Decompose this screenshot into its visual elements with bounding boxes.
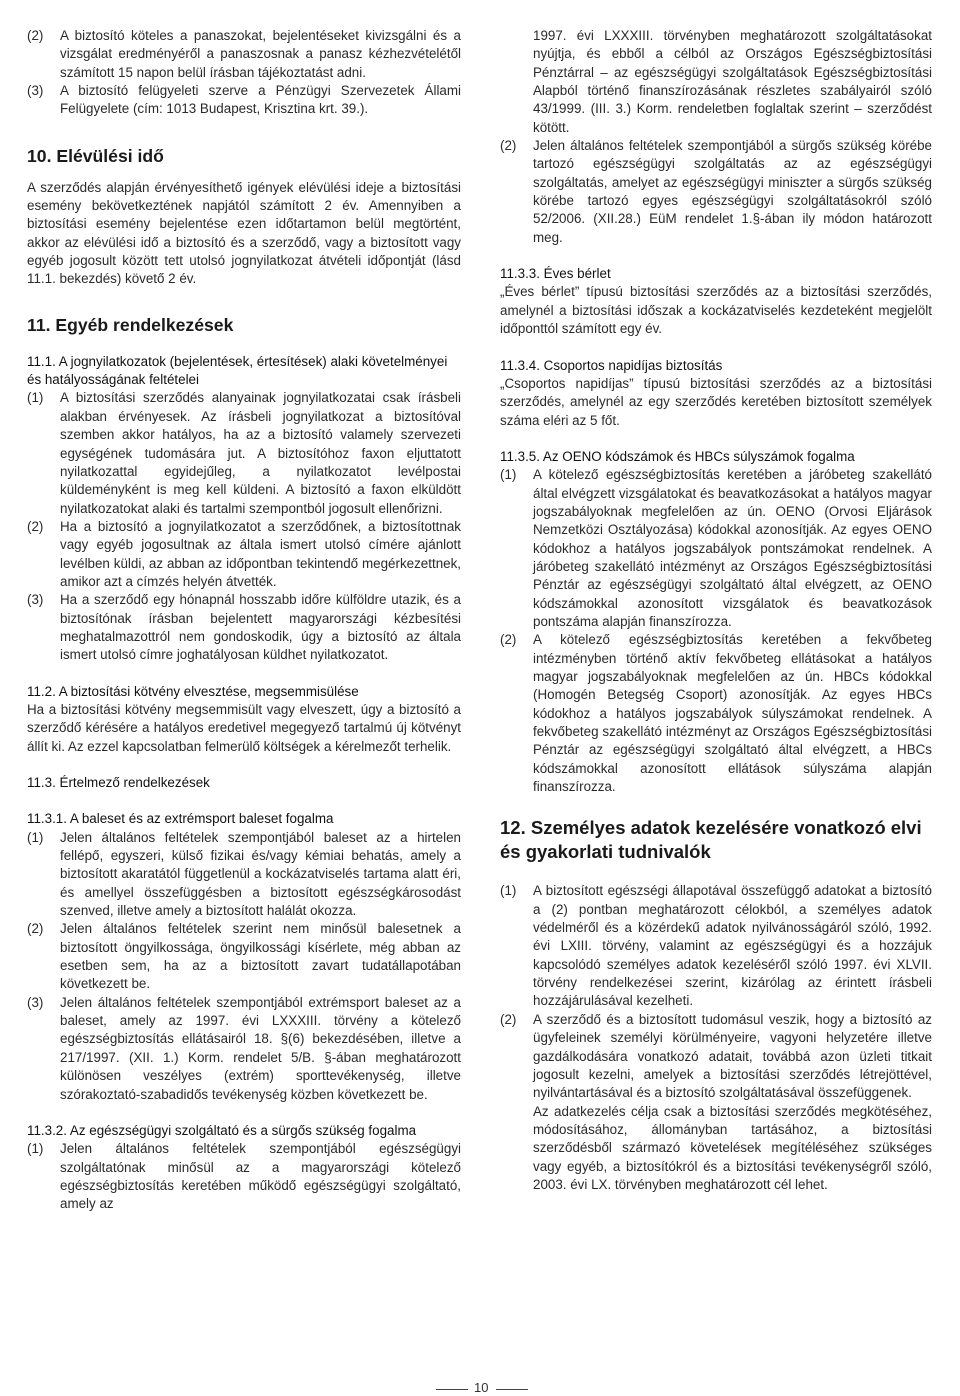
subsection-11-3-2-heading: 11.3.2. Az egészségügyi szolgáltató és a sürgős szükség fogalma — [27, 1122, 417, 1138]
continued-item — [500, 27, 932, 137]
item-text: Ha a szerződő egy hónapnál hosszabb időre külföldre utazik, és a biztosítónak írásban bejelentett magyarországi kézbesítési meghatalmazottról nem gondoskodik, úgy a biztosító az általa ismert utolsó címre joghatályosan küldhet nyilatkozatot. — [60, 592, 461, 663]
subsection-11-2-heading: 11.2. A biztosítási kötvény elvesztése, megsemmisülése — [27, 683, 359, 699]
item-text: A szerződő és a biztosított tudomásul veszik, hogy a biztosító az ügyfeleinek személyi körülményeire, vagyoni helyzetére illetve gazdálkodására vonatkozó adatait, továbbá azon üzleti titkait jogosult kezelni, amelyek a biztosítási szerződés létrejöttével, nyilvántartásával és a biztosító szolgáltatásával összefüggenek. — [533, 1011, 932, 1101]
subsection-11-3-heading: 11.3. Értelmező rendelkezések — [27, 775, 210, 790]
subsection-11-3-1-list — [27, 829, 461, 1104]
section-12-list — [500, 882, 932, 1194]
item-text: A biztosítási szerződés alanyainak jognyilatkozatai csak írásbeli alakban érvényesek. Az írásbeli jognyilatkozat a biztosítóval szemben akkor hatályos, ha az a biztosító valamely szervezeti egységének tudomására jut. A biztosítóhoz faxon eljuttatott nyilatkozattal egyidejűleg, a nyilatkozatot levélpostai küldeményként is meg kell küldeni. A biztosító a faxon elküldött nyilatkozatokat alaki és tartalmi szempontból jogosult ellenőrizni. — [60, 390, 461, 516]
item-number: (2) — [500, 1011, 517, 1027]
item-number: (2) — [27, 28, 44, 43]
item-number: (1) — [500, 467, 517, 483]
subsection-11-3-1-heading: 11.3.1. A baleset és az extrémsport baleset fogalma — [27, 811, 334, 827]
item-text: A biztosító köteles a panaszokat, bejelentéseket kivizsgálni és a vizsgálat eredményéről a panaszosnak a panasz kézhezvételétől számított 15 napon belül írásban tájékoztatást adni. — [60, 28, 461, 80]
item-text: Jelen általános feltételek szerint nem minősül balesetnek a biztosított öngyilkossága, öngyilkossági kísérlete, még abban az esetben sem, ha az a biztosított zavart tudatállapotában következett be. — [60, 921, 461, 992]
item-text: Jelen általános feltételek szempontjából baleset az a hirtelen fellépő, egyszeri, külső fizikai és/vagy kémiai behatás, amely a biztosított akaratától függetlenül a kockázatviselés tartama alatt éri, és amellyel összefüggésben a biztosított egészségkárosodást szenved, illetve amely a biztosított halálát okozza. — [60, 829, 461, 919]
item-number: (1) — [500, 883, 517, 899]
subsection-11-3-4-paragraph: „Csoportos napidíjas” típusú biztosítási szerződés az a biztosítási szerződés, amelynél az egy szerződés keretében biztosított személyek száma eléri az 5 főt. — [500, 375, 932, 428]
item-text: A biztosított egészségi állapotával összefüggő adatokat a biztosító a (2) pontban meghatározott célokból, a személyes adatok védelméről és a közérdekű adatok nyilvánosságáról szóló, 1992. évi LXIII. törvény, valamint az egészségügyi és a hozzájuk kapcsolódó személyes adatok kezeléséről szóló 1997. évi XLVII. törvény rendelkezései szerint, kizárólag az érintett írásbeli hozzájárulásával kezelheti. — [533, 883, 932, 1009]
panasz-item-2 — [27, 27, 461, 82]
item-text: A kötelező egészségbiztosítás keretében a fekvőbeteg intézményben történő aktív fekvőbeteg ellátásokat a hatályos magyar jogszabályoknak megfelelően az ún. HBCs kódokkal (Homogén Betegség Csoport) azonosítják. Az egyes HBCs kódokhoz a hatályos jogszabályok súlyszámokat rendelnek. A fekvőbeteg szakellátó intézményt az Országos Egészségbiztosítási Pénztár az egészségügyi szolgáltató által elvégzett, a HBCs kódszámokkal azonosított ellátások súlyszáma alapján finanszírozza. — [533, 632, 932, 795]
item-number: (1) — [27, 390, 44, 406]
list-item-continuation — [500, 1103, 932, 1195]
item-number: (1) — [27, 1141, 44, 1157]
item-text: Ha a biztosító a jognyilatkozatot a szerződőnek, a biztosítottnak vagy egyéb jogosultnak az általa ismert utolsó címére ajánlott levélben küldi, az abban az időpontban tekintendő megérkezettnek, amikor azt a címzés helyén átvették. — [60, 518, 461, 589]
list-item — [500, 631, 932, 796]
subsection-11-3-5-list — [500, 466, 932, 796]
section-10-paragraph: A szerződés alapján érvényesíthető igények elévülési ideje a biztosítási esemény bekövetkeztének napjától számított 2 év. Amennyiben a biztosítási esemény bejelentése ezen időtartamon belül megtörtént, akkor az elévülési idő a biztosító és a szerződő, vagy a biztosított vagy egyéb jogosult között tett utolsó jognyilatkozat átvételi időpontját (lásd 11.1. bekezdés) követő 2 év. — [27, 179, 461, 287]
list-item — [27, 518, 461, 591]
item-text: Jelen általános feltételek szempontjából egészségügyi szolgáltatónak minősül az a magyarországi kötelező egészségbiztosítás keretében működő egészségügyi szolgáltató, amely az — [60, 1141, 461, 1212]
item-text: A kötelező egészségbiztosítás keretében a járóbeteg szakellátó által elvégzett vizsgálatokat és beavatkozásokat a hatályos magyar jogszabályoknak megfelelően az ún. OENO (Orvosi Eljárások Nemzetközi Osztályozása) kódokkal azonosítják. Az egyes OENO kódokhoz a hatályos jogszabályok pontszámokat rendelnek. A járóbeteg szakellátó intézményt az Országos Egészségbiztosítási Pénztár az egészségügyi szolgáltató által elvégzett, az OENO kódszámokkal azonosított vizsgálatok és beavatkozások pontszáma alapján finanszírozza. — [533, 467, 932, 629]
subsection-11-3-3-heading: 11.3.3. Éves bérlet — [500, 266, 611, 282]
item-text: 1997. évi LXXXIII. törvényben meghatározott szolgáltatásokat nyújtja, és ebből a célból az Országos Egészségbiztosítási Pénztárral – az egészségügyi szolgáltatások Egészségbiztosítási Alapból történő finanszírozásának részletes szabályairól szóló 43/1999. (III. 3.) Korm. rendeletben foglaltak szerint – szerződést kötött. — [533, 28, 932, 135]
left-column — [27, 27, 461, 1214]
item-text: Jelen általános feltételek szempontjából a sürgős szükség körébe tartozó egészségügyi szolgáltatás az az egészségügyi szolgáltatás, amelyet az egészségügyi miniszter a sürgős szükség körébe tartozó egyes egészségügyi szolgáltatásokról szóló 52/2006. (XII.28.) EüM rendelet 1.§-ában ily módon határozott meg. — [533, 138, 932, 245]
item-number: (1) — [27, 829, 44, 845]
subsection-11-3-4-heading: 11.3.4. Csoportos napidíjas biztosítás — [500, 357, 723, 373]
panasz-item-3 — [27, 82, 461, 119]
item-text: Jelen általános feltételek szempontjából extrémsport baleset az a baleset, amely az 1997. évi LXXXIII. törvény a kötelező egészségbiztosítás ellátásairól 18. §(6) bekezdésében, illetve a 217/1997. (XII. 1.) Korm. rendelet 5/B. §-ában meghatározott különösen veszélyes (extrém) sporttevékenység, illetve szórakoztató-szabadidős tevékenység közben következett be. — [60, 994, 461, 1102]
item-number: (3) — [27, 592, 44, 608]
item-text: A biztosító felügyeleti szerve a Pénzügyi Szervezetek Állami Felügyelete (cím: 1013 Budapest, Krisztina krt. 39.). — [60, 83, 461, 117]
list-item — [27, 1140, 461, 1213]
item-number: (2) — [500, 138, 517, 154]
subsection-11-2-paragraph: Ha a biztosítási kötvény megsemmisült vagy elveszett, úgy a biztosító a szerződő kérésére a hatályos eredetivel megegyező tartalmú új kötvényt állít ki. Az ezzel kapcsolatban felmerülő költségek a kérelmezőt terhelik. — [27, 701, 461, 754]
item-number: (2) — [27, 518, 44, 534]
list-item — [27, 920, 461, 993]
list-item — [27, 994, 461, 1104]
list-item — [27, 389, 461, 517]
footer-dash-left — [436, 1389, 468, 1390]
list-item — [500, 882, 932, 1010]
item-number: (3) — [27, 994, 44, 1010]
subsection-11-3-3-paragraph: „Éves bérlet” típusú biztosítási szerződés az a biztosítási szerződés, amelynél a biztosítási időszak a kockázatviselés kezdeteként megjelölt időponttól számított egy év. — [500, 284, 932, 337]
list-item — [500, 137, 932, 247]
item-number: (3) — [27, 83, 44, 99]
list-item — [500, 466, 932, 631]
subsection-11-3-5-heading: 11.3.5. Az OENO kódszámok és HBCs súlyszámok fogalma — [500, 448, 855, 464]
item-number: (2) — [500, 632, 517, 648]
subsection-11-1-list — [27, 389, 461, 664]
list-item — [27, 829, 461, 921]
subsection-11-1-heading: 11.1. A jognyilatkozatok (bejelentések, értesítések) alaki követelményei és hatályosságának feltételei — [27, 353, 448, 388]
section-11-heading: 11. Egyéb rendelkezések — [27, 314, 234, 335]
right-column — [500, 27, 932, 1194]
list-item — [27, 591, 461, 664]
section-12-heading: 12. Személyes adatok kezelésére vonatkozó elvi és gyakorlati tudnivalók — [500, 817, 922, 863]
item-number: (2) — [27, 921, 44, 937]
item-text: Az adatkezelés célja csak a biztosítási szerződés megkötéséhez, módosításához, állományban tartásához, a biztosítási szerződésből származó követelések megítéléséhez szükséges vagy egyéb, a biztosítókról és a biztosítási tevékenységről szóló, 2003. évi LX. törvényben meghatározott cél lehet. — [533, 1103, 932, 1192]
section-10-heading: 10. Elévülési idő — [27, 145, 164, 166]
list-item — [500, 1011, 932, 1103]
page-number: 10 — [474, 1380, 489, 1395]
footer-dash-right — [496, 1389, 528, 1390]
